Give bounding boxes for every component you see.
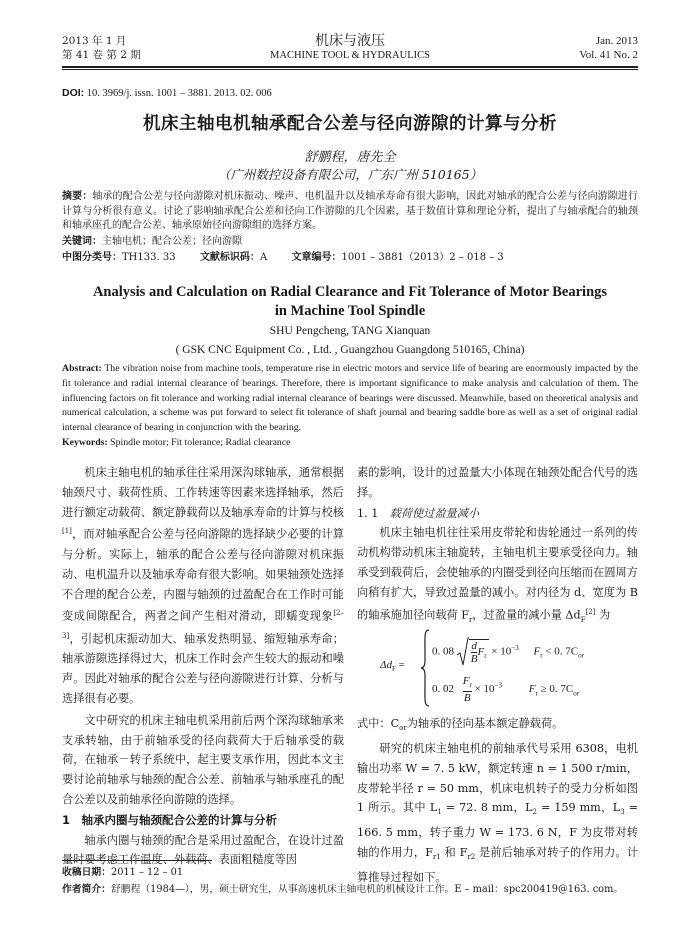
equation-lhs: $\Delta d_F$ = (380, 659, 405, 674)
journal-name-en: MACHINE TOOL & HYDRAULICS (270, 50, 430, 61)
equation-row-1: 0. $08 \frac{d}{B}$ $F_r \times 10^{-3}$ $F_r < 0$. $7C_{or}$ (432, 637, 584, 667)
equation-row-2: 0. 02 $F_r$ B × $10^{-3}$ $F_r \ge 0$. $7C_{or}$ (432, 675, 580, 705)
paper-title-en-line1: Analysis and Calculation on Radial Clearance and Fit Tolerance of Motor Bearings (92, 284, 608, 300)
authors-cn: 舒鹏程，唐先全 (304, 150, 396, 165)
doi-value: 10. 3969/j. issn. 1001 – 3881. 2013. 02. 006 (84, 88, 272, 99)
keywords-en-text: Spindle motor; Fit tolerance; Radial clearance (107, 437, 291, 448)
sqrt-sign (457, 637, 469, 667)
footnote-rule (62, 860, 212, 861)
abstract-en (62, 362, 638, 436)
abstract-cn-label: 摘要： (62, 191, 93, 202)
doccode-label: 文献标识码： (199, 252, 260, 263)
intro-paragraph-1: 机床主轴电机的轴承往往采用深沟球轴承，通常根据轴颈尺寸、载荷性质、工作转速等因素来选择轴承，然后进行额定动载荷、额定静载荷以及轴承寿命的计算与校核[1]，而对轴承配合公差与径向游隙的选择缺少必要的计算与分析。实际上，轴承的配合公差与径向游隙对机床振动、电机温升以及轴承寿命有很大影响。如果轴颈处选择不合理的配合公差，内圈与轴颈的过盈配合在工作时可能变成间隙配合，两者之间产生相对滑动，即蠕变现象[2–3]，引起机床振动加大、轴承发热明显、缩短轴承寿命；轴承游隙选择得过大，机床工作时会产生较大的振动和噪声。因此对轴承的配合公差与径向游隙进行计算、分析与选择很有必要。 (62, 466, 344, 705)
header-volume-en: Vol. 41 No. 2 (579, 49, 638, 61)
received-date: 收稿日期：2011 – 12 – 01 (62, 867, 184, 878)
bearing-parameters-paragraph: 研究的机床主轴电机的前轴承代号采用 6308，电机输出功率 W = 7. 5 kW，额定转速 n = 1 500 r/min，皮带轮半径 r = 50 mm，机床电机转子的受力分析如图 1 所示。其中 $L_1 = 72$. 8 mm，$L_2 = 159$ mm，$L_3 = 166$. 5 mm，转子重力 W = 173. 6 N，F 为皮带对转轴的作用力，$F_{r1}$ 和 $F_{r2}$ 是前后轴承对转子的作用力。计算推导过程如下。 (357, 742, 639, 885)
section-1-1-paragraph: 机床主轴电机往往采用皮带轮和齿轮通过一系列的传动机构带动机床主轴旋转，主轴电机主要承受径向力。轴承受到载荷后，会使轴承的内圈受到径向压缩而在圆周方向稍有扩大，导致过盈量的减小。对内径为 d、宽度为 B 的轴承施加径向载荷 $F_r$，过盈量的减小量 $\Delta d_F[2]$ 为 (357, 526, 638, 624)
header-volume: 第 41 卷 第 2 期 (62, 49, 141, 61)
header-month-en: Jan. 2013 (595, 35, 638, 47)
clc-label: 中图分类号： (62, 252, 122, 263)
article-label: 文章编号： (291, 252, 342, 263)
equation-brace (420, 629, 430, 707)
abstract-cn (62, 190, 638, 234)
keywords-en-label: Keywords: (62, 437, 108, 448)
abstract-en-text: The vibration noise from machine tools, temperature rise in electric motors and service life of bearing are enormously impacted by the fit tolerance and radial internal clearance of bearings. Therefore, there is important significance to make analysis and calculation of them. The influencing factors on fit tolerance and working radial internal clearance of bearings were discussed. Meanwhile, based on theoretical analysis and numerical calculation, a scheme was put forward to select fit tolerance of shaft journal and bearing saddle bore as well as a set of original radial internal clearance of bearing in conjunction with the bearing. (62, 363, 638, 434)
affiliation-en: ( GSK CNC Equipment Co. , Ltd. , Guangzhou Guangdong 510165, China) (175, 344, 525, 356)
classification-line (62, 251, 638, 266)
body-right-column-lower (357, 714, 638, 888)
abstract-en-label: Abstract: (62, 363, 102, 374)
body-right-column (357, 463, 638, 630)
author-bio: 作者简介：舒鹏程（1984—），男，硕士研究生，从事高速机床主轴电机的机械设计工作。E – mail：spc200419@163. com。 (62, 884, 624, 895)
section-1-1-heading: 1. 1 载荷使过盈量减小 (357, 506, 480, 520)
header-rule-thin (62, 69, 638, 70)
header-date: 2013 年 1 月 (62, 35, 127, 47)
journal-issue (579, 34, 638, 62)
paper-title-cn: 机床主轴电机轴承配合公差与径向游隙的计算与分析 (143, 114, 557, 134)
journal-name-cn: 机床与液压 (315, 33, 385, 49)
citation-1: [1] (62, 527, 72, 536)
doi-label: DOI: (62, 87, 85, 99)
affiliation-cn: （广州数控设备有限公司，广东广州 510165） (217, 167, 483, 182)
paper-title-en-line2: in Machine Tool Spindle (274, 303, 426, 319)
paper-title-en (0, 283, 700, 321)
doi (62, 87, 272, 99)
keywords-en (62, 436, 638, 451)
citation-3: [2] (585, 607, 596, 616)
keywords-cn (62, 235, 638, 250)
header-rule-thick (62, 66, 638, 68)
abstract-cn-text: 轴承的配合公差与径向游隙对机床振动、噪声、电机温升以及轴承寿命有很大影响，因此对轴承的配合公差与径向游隙进行计算与分析很有意义。讨论了影响轴承配合公差和径向工作游隙的几个因素，基于数值计算和理论分析，提出了与轴承配合的轴颈和轴承座孔的配合公差、轴承原始径向游隙组的选择方案。 (62, 191, 639, 231)
section-1-paragraph: 轴承内圈与轴颈的配合是采用过盈配合，在设计过盈量时要考虑工作温度、外载荷、表面粗糙度等因 (62, 833, 344, 867)
body-left-column (62, 463, 344, 870)
citation-2: [2–3] (62, 609, 344, 640)
equation-note: 式中：$C_{or}$为轴承的径向基本额定静载荷。 (357, 717, 564, 733)
article-value: 1001 – 3881（2013）2 – 018 – 3 (341, 252, 504, 263)
intro-paragraph-2: 文中研究的机床主轴电机采用前后两个深沟球轴承来支承转轴，由于前轴承受的径向载荷大于后轴承受的载荷，在轴承－转子系统中，起主要支承作用，因此本文主要讨论前轴承与轴颈的配合公差、前轴承与轴承座孔的配合公差以及前轴承径向游隙的选择。 (62, 713, 344, 806)
clc-value: TH133. 33 (122, 252, 176, 263)
equation-delta-d (380, 627, 638, 709)
footnote (62, 864, 662, 898)
keywords-cn-text: 主轴电机；配合公差；径向游隙 (102, 236, 242, 247)
keywords-cn-label: 关键词： (62, 236, 102, 247)
authors-en: SHU Pengcheng, TANG Xianquan (269, 325, 431, 337)
continued-paragraph: 素的影响，设计的过盈量大小体现在轴颈处配合代号的选择。 (357, 466, 638, 499)
section-1-heading: 1 轴承内圈与轴颈配合公差的计算与分析 (62, 812, 277, 827)
doccode-value: A (259, 252, 268, 263)
